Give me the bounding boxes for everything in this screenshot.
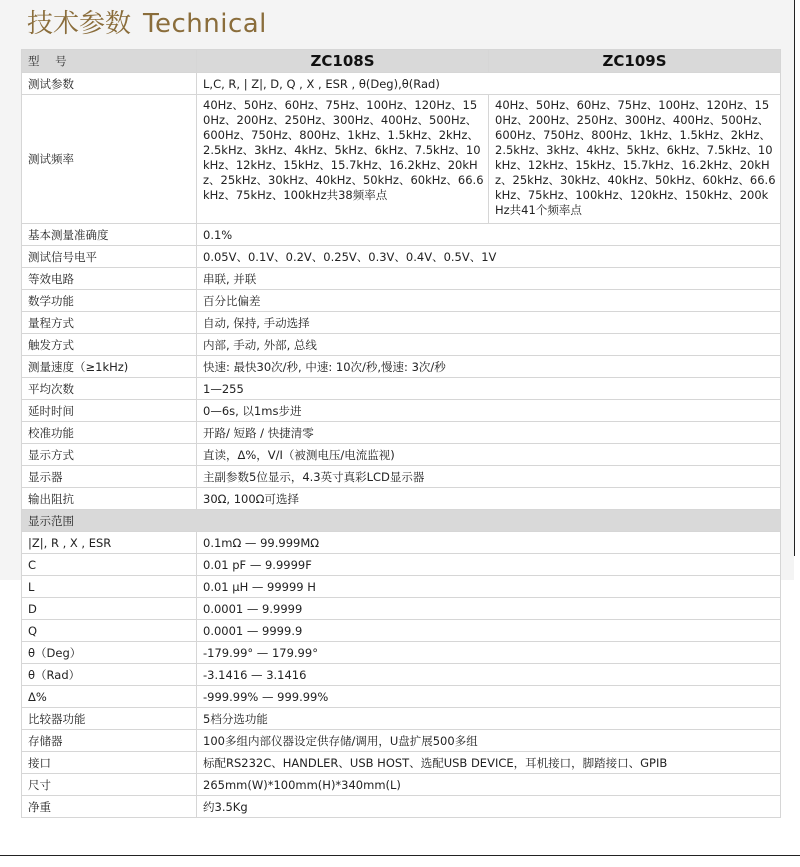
row-value: 1—255 [197,378,781,400]
bottom-divider [0,855,800,856]
row-value: 0.01 μH — 99999 H [197,576,781,598]
table-row [22,312,781,334]
row-label: Δ% [22,686,197,708]
table-row [22,378,781,400]
section-title: 显示范围 [22,510,781,532]
row-label: 存储器 [22,730,197,752]
row-label: 基本测量准确度 [22,224,197,246]
row-label: 数学功能 [22,290,197,312]
row-label: 测试频率 [22,95,197,224]
section-header-row [22,510,781,532]
header-model-zc109s: ZC109S [489,50,781,73]
row-value: 0.05V、0.1V、0.2V、0.25V、0.3V、0.4V、0.5V、1V [197,246,781,268]
header-label: 型 号 [22,50,197,73]
row-label: C [22,554,197,576]
title-en: Technical [143,9,267,39]
table-row [22,620,781,642]
row-value: 0.1% [197,224,781,246]
table-row [22,444,781,466]
table-row [22,224,781,246]
header-model-zc108s: ZC108S [197,50,489,73]
table-row [22,400,781,422]
row-value: 标配RS232C、HANDLER、USB HOST、选配USB DEVICE，耳机接口，脚踏接口、GPIB [197,752,781,774]
table-header-row [22,50,781,73]
table-row [22,796,781,818]
table-row [22,730,781,752]
row-label: 延时时间 [22,400,197,422]
table-row [22,95,781,224]
row-label: 等效电路 [22,268,197,290]
row-value: 0.1mΩ — 99.999MΩ [197,532,781,554]
row-value: 30Ω, 100Ω可选择 [197,488,781,510]
table-row [22,642,781,664]
row-label: 接口 [22,752,197,774]
row-label: 比较器功能 [22,708,197,730]
row-label: 净重 [22,796,197,818]
row-value: 0.0001 — 9999.9 [197,620,781,642]
row-label: 校准功能 [22,422,197,444]
table-row [22,73,781,95]
row-value: 100多组内部仪器设定供存储/调用，U盘扩展500多组 [197,730,781,752]
row-label: D [22,598,197,620]
row-label: 尺寸 [22,774,197,796]
row-label: 测试参数 [22,73,197,95]
row-label: Q [22,620,197,642]
table-row [22,532,781,554]
row-value: 快速: 最快30次/秒, 中速: 10次/秒,慢速: 3次/秒 [197,356,781,378]
row-value: 串联, 并联 [197,268,781,290]
row-value: 5档分选功能 [197,708,781,730]
row-label: 显示器 [22,466,197,488]
row-value: -3.1416 — 3.1416 [197,664,781,686]
table-row [22,488,781,510]
freq-zc108s: 40Hz、50Hz、60Hz、75Hz、100Hz、120Hz、150Hz、200Hz、250Hz、300Hz、400Hz、500Hz、600Hz、750Hz、800Hz、1kHz、1.5kHz、2kHz、2.5kHz、3kHz、4kHz、5kHz、6kHz、7.5kHz、10kHz、12kHz、15kHz、15.7kHz、16.2kHz、20kHz、25kHz、30kHz、40kHz、50kHz、60kHz、66.6kHz、75kHz、100kHz共38频率点 [197,95,489,224]
freq-zc109s: 40Hz、50Hz、60Hz、75Hz、100Hz、120Hz、150Hz、200Hz、250Hz、300Hz、400Hz、500Hz、600Hz、750Hz、800Hz、1kHz、1.5kHz、2kHz、2.5kHz、3kHz、4kHz、5kHz、6kHz、7.5kHz、10kHz、12kHz、15kHz、15.7kHz、16.2kHz、20kHz、25kHz、30kHz、40kHz、50kHz、60kHz、66.6kHz、75kHz、100kHz、120kHz、150kHz、200kHz共41个频率点 [489,95,781,224]
row-value: 主副参数5位显示，4.3英寸真彩LCD显示器 [197,466,781,488]
table-row [22,598,781,620]
row-value: 自动, 保持, 手动选择 [197,312,781,334]
title-cn: 技术参数 [27,9,132,39]
row-value: 0—6s, 以1ms步进 [197,400,781,422]
row-value: 开路/ 短路 / 快捷清零 [197,422,781,444]
table-row [22,334,781,356]
row-value: 约3.5Kg [197,796,781,818]
row-label: θ（Rad） [22,664,197,686]
row-label: 量程方式 [22,312,197,334]
row-value: 265mm(W)*100mm(H)*340mm(L) [197,774,781,796]
spec-table [21,49,781,818]
row-value: 0.0001 — 9.9999 [197,598,781,620]
table-row [22,246,781,268]
table-row [22,664,781,686]
table-row [22,290,781,312]
row-label: |Z|, R , X , ESR [22,532,197,554]
row-label: 测试信号电平 [22,246,197,268]
table-row [22,576,781,598]
table-row [22,268,781,290]
row-label: 输出阻抗 [22,488,197,510]
row-value: -179.99° — 179.99° [197,642,781,664]
row-value: 百分比偏差 [197,290,781,312]
table-row [22,752,781,774]
row-value: L,C, R, | Z|, D, Q , X , ESR , θ(Deg),θ(Rad) [197,73,781,95]
row-label: 平均次数 [22,378,197,400]
table-row [22,466,781,488]
divider-line [794,0,795,556]
row-value: 内部, 手动, 外部, 总线 [197,334,781,356]
row-label: L [22,576,197,598]
table-row [22,356,781,378]
row-value: 直读，Δ%，V/I（被测电压/电流监视) [197,444,781,466]
table-row [22,686,781,708]
row-label: 触发方式 [22,334,197,356]
table-row [22,554,781,576]
row-value: 0.01 pF — 9.9999F [197,554,781,576]
table-row [22,708,781,730]
page-title [27,6,267,42]
row-label: 显示方式 [22,444,197,466]
row-value: -999.99% — 999.99% [197,686,781,708]
table-row [22,774,781,796]
table-row [22,422,781,444]
row-label: θ（Deg） [22,642,197,664]
row-label: 测量速度（≥1kHz) [22,356,197,378]
